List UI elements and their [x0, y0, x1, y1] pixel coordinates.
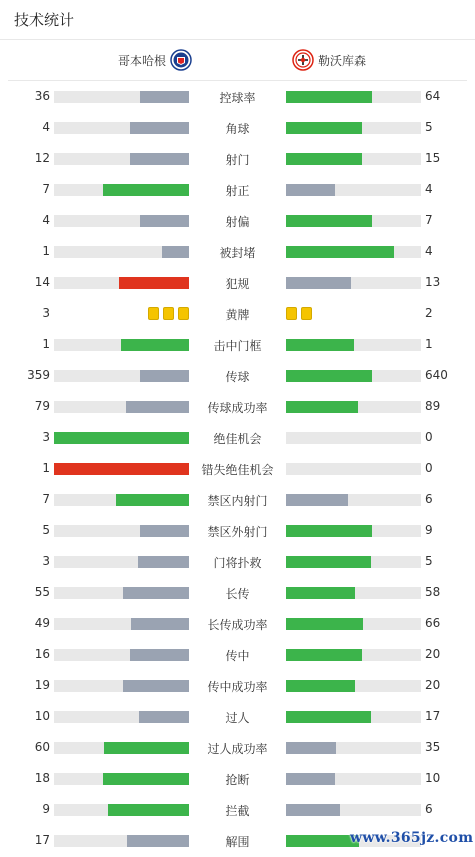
away-stat-bar-track: [286, 370, 421, 382]
away-stat-value: 13: [425, 275, 441, 289]
stat-label: 角球: [225, 122, 250, 136]
home-stat-value: 7: [42, 492, 50, 506]
yellow-card-icon: [286, 307, 297, 320]
home-stat-bar: [123, 587, 189, 599]
stat-label: 射正: [225, 184, 250, 198]
home-stat-bar-track: [54, 370, 189, 382]
stat-label: 传中: [225, 649, 250, 663]
away-stat-bar: [286, 370, 372, 382]
away-stat-bar-track: [286, 804, 421, 816]
stat-label: 长传: [225, 587, 250, 601]
home-stat-value: 4: [42, 120, 50, 134]
home-stat-value: 18: [34, 771, 50, 785]
home-stat-value: 14: [34, 275, 50, 289]
home-stat-bar: [123, 680, 189, 692]
away-stat-value: 66: [425, 616, 441, 630]
away-stat-bar: [286, 153, 362, 165]
away-stat-bar: [286, 773, 335, 785]
home-stat-bar: [140, 91, 189, 103]
away-stat-value: 0: [425, 461, 433, 475]
stat-label: 传球成功率: [207, 401, 268, 415]
away-stat-bar-track: [286, 215, 421, 227]
away-stat-bar: [286, 680, 355, 692]
away-stat-bar: [286, 525, 372, 537]
away-team[interactable]: [292, 49, 370, 71]
home-stat-value: 3: [42, 554, 50, 568]
away-stat-bar: [286, 184, 335, 196]
home-stat-bar-track: [54, 525, 189, 537]
home-stat-bar-track: [54, 246, 189, 258]
stat-row: [0, 205, 475, 236]
home-stat-bar: [130, 649, 189, 661]
home-stat-bar: [130, 153, 189, 165]
stat-label: 过人: [225, 711, 250, 725]
stat-row: [0, 639, 475, 670]
home-stat-value: 9: [42, 802, 50, 816]
home-team-name: 哥本哈根: [118, 53, 167, 68]
away-stat-value: 5: [425, 120, 433, 134]
stat-row: [0, 794, 475, 825]
stat-label: 长传成功率: [207, 618, 268, 632]
stat-label: 传球: [225, 370, 250, 384]
stat-row: [0, 391, 475, 422]
home-stat-value: 7: [42, 182, 50, 196]
home-stat-value: 1: [42, 461, 50, 475]
stat-row: [0, 763, 475, 794]
home-stat-value: 55: [34, 585, 50, 599]
stat-label: 拦截: [225, 804, 250, 818]
stat-row: [0, 577, 475, 608]
home-stat-bar-track: [54, 153, 189, 165]
away-stat-bar: [286, 649, 362, 661]
stat-row: [0, 174, 475, 205]
home-stat-bar: [127, 835, 189, 847]
stat-row: [0, 329, 475, 360]
stat-label: 禁区内射门: [207, 494, 268, 508]
away-stat-value: 7: [425, 213, 433, 227]
away-stat-bar: [286, 711, 371, 723]
home-stat-value: 1: [42, 244, 50, 258]
away-stat-bar: [286, 587, 355, 599]
stat-label: 控球率: [219, 91, 256, 105]
stat-label: 犯规: [225, 277, 250, 291]
stat-label: 绝佳机会: [213, 432, 262, 446]
home-stat-bar-track: [54, 711, 189, 723]
away-stat-value: 9: [425, 523, 433, 537]
home-stat-bar-track: [54, 91, 189, 103]
stat-row: [0, 267, 475, 298]
away-team-name: 勒沃库森: [318, 53, 367, 68]
away-stat-value: 4: [425, 182, 433, 196]
away-stat-value: 2: [425, 306, 433, 320]
yellow-card-icon: [301, 307, 312, 320]
away-stat-bar-track: [286, 525, 421, 537]
home-stat-bar: [103, 773, 189, 785]
home-stat-bar-track: [54, 277, 189, 289]
page-title: 技术统计: [14, 11, 75, 29]
away-stat-bar-track: [286, 680, 421, 692]
stat-label: 射偏: [225, 215, 250, 229]
away-stat-bar-track: [286, 618, 421, 630]
away-stat-value: 20: [425, 678, 441, 692]
home-stat-value: 79: [34, 399, 50, 413]
away-stat-bar-track: [286, 277, 421, 289]
home-stat-value: 19: [34, 678, 50, 692]
stat-row: [0, 608, 475, 639]
away-stat-bar: [286, 277, 351, 289]
away-stat-bar: [286, 122, 362, 134]
home-stat-bar: [121, 339, 189, 351]
stat-row: [0, 484, 475, 515]
away-stat-bar-track: [286, 246, 421, 258]
away-stat-bar: [286, 215, 372, 227]
stat-row: [0, 236, 475, 267]
away-stat-bar: [286, 494, 348, 506]
home-stat-bar: [54, 463, 189, 475]
stat-label: 传中成功率: [207, 680, 268, 694]
away-stat-bar-track: [286, 556, 421, 568]
home-stat-value: 3: [42, 306, 50, 320]
stat-row: [0, 701, 475, 732]
home-stat-bar-track: [54, 649, 189, 661]
away-stat-bar-track: [286, 773, 421, 785]
home-stat-value: 60: [34, 740, 50, 754]
home-stat-bar-track: [54, 215, 189, 227]
stat-label: 被封堵: [219, 246, 256, 260]
away-stat-bar-track: [286, 91, 421, 103]
home-stat-bar: [130, 122, 189, 134]
stat-label: 错失绝佳机会: [201, 463, 274, 477]
home-stat-bar: [119, 277, 189, 289]
away-stat-bar-track: [286, 587, 421, 599]
away-stat-bar: [286, 804, 340, 816]
home-stat-bar: [139, 711, 189, 723]
stat-label: 黄牌: [225, 308, 250, 322]
home-stat-value: 12: [34, 151, 50, 165]
away-stat-bar-track: [286, 432, 421, 444]
away-stat-bar-track: [286, 401, 421, 413]
yellow-card-icon: [148, 307, 159, 320]
away-stat-value: 15: [425, 151, 441, 165]
home-yellow-cards: [148, 307, 189, 320]
away-stat-bar: [286, 246, 394, 258]
away-stat-bar-track: [286, 649, 421, 661]
stat-row: [0, 546, 475, 577]
home-stat-bar-track: [54, 742, 189, 754]
stat-label: 射门: [225, 153, 250, 167]
away-stat-bar: [286, 339, 354, 351]
home-stat-bar: [103, 184, 189, 196]
away-stat-value: 89: [425, 399, 441, 413]
home-stat-bar-track: [54, 494, 189, 506]
away-stat-bar-track: [286, 463, 421, 475]
home-stat-bar: [54, 432, 189, 444]
home-stat-bar: [140, 370, 189, 382]
away-stat-value: 6: [425, 492, 433, 506]
stat-row: [0, 732, 475, 763]
home-stat-bar-track: [54, 122, 189, 134]
away-stat-bar: [286, 742, 336, 754]
stat-label: 禁区外射门: [207, 525, 268, 539]
home-stat-value: 16: [34, 647, 50, 661]
away-stat-bar: [286, 835, 359, 847]
stat-row: [0, 298, 475, 329]
home-stat-bar-track: [54, 432, 189, 444]
home-stat-bar: [162, 246, 189, 258]
away-stat-bar-track: [286, 339, 421, 351]
stat-row: [0, 81, 475, 112]
home-stat-value: 1: [42, 337, 50, 351]
home-stat-bar: [116, 494, 189, 506]
home-stat-value: 359: [27, 368, 50, 382]
home-stat-bar-track: [54, 835, 189, 847]
stat-row: [0, 360, 475, 391]
away-stat-bar-track: [286, 711, 421, 723]
away-stat-value: 0: [425, 430, 433, 444]
home-stat-value: 49: [34, 616, 50, 630]
away-stat-value: 5: [425, 554, 433, 568]
watermark-text: www.365jz.com: [350, 830, 474, 846]
away-stat-bar: [286, 556, 371, 568]
away-stat-bar-track: [286, 153, 421, 165]
away-stat-value: 58: [425, 585, 441, 599]
away-stat-value: 10: [425, 771, 441, 785]
away-stat-value: 4: [425, 244, 433, 258]
home-stat-bar-track: [54, 401, 189, 413]
away-stat-value: 64: [425, 89, 441, 103]
away-stat-value: 35: [425, 740, 441, 754]
home-stat-value: 4: [42, 213, 50, 227]
away-stat-value: 640: [425, 368, 448, 382]
away-team-crest-icon: [292, 49, 314, 71]
home-stat-value: 10: [34, 709, 50, 723]
home-stat-bar: [126, 401, 189, 413]
home-team[interactable]: [114, 49, 192, 71]
team-header: [8, 40, 467, 81]
home-stat-bar-track: [54, 804, 189, 816]
away-stat-bar-track: [286, 184, 421, 196]
away-yellow-cards: [286, 307, 312, 320]
home-stat-bar-track: [54, 184, 189, 196]
stat-row: [0, 422, 475, 453]
home-stat-bar-track: [54, 556, 189, 568]
home-stat-bar-track: [54, 618, 189, 630]
away-stat-bar: [286, 91, 372, 103]
away-stat-bar: [286, 401, 358, 413]
away-stat-bar: [286, 618, 363, 630]
stat-label: 解围: [225, 835, 250, 849]
stat-label: 过人成功率: [207, 742, 268, 756]
stat-label: 击中门框: [213, 339, 262, 353]
home-stat-bar: [131, 618, 189, 630]
section-header: [0, 0, 475, 40]
home-stat-bar-track: [54, 339, 189, 351]
stat-row: [0, 515, 475, 546]
yellow-card-icon: [163, 307, 174, 320]
away-stat-bar-track: [286, 494, 421, 506]
home-stat-bar-track: [54, 773, 189, 785]
stat-label: 抢断: [225, 773, 250, 787]
home-stat-bar: [140, 525, 189, 537]
away-stat-value: 1: [425, 337, 433, 351]
away-stat-value: 20: [425, 647, 441, 661]
home-stat-bar: [138, 556, 189, 568]
away-stat-value: 6: [425, 802, 433, 816]
home-stat-value: 17: [34, 833, 50, 847]
home-stat-bar: [104, 742, 189, 754]
home-team-crest-icon: [170, 49, 192, 71]
home-stat-bar-track: [54, 680, 189, 692]
stat-label: 门将扑救: [213, 556, 262, 570]
away-stat-value: 17: [425, 709, 441, 723]
away-stat-bar-track: [286, 122, 421, 134]
stat-row: [0, 143, 475, 174]
home-stat-value: 5: [42, 523, 50, 537]
home-stat-value: 36: [34, 89, 50, 103]
stat-row: [0, 670, 475, 701]
home-stat-bar: [108, 804, 189, 816]
home-stat-bar-track: [54, 587, 189, 599]
home-stat-bar-track: [54, 463, 189, 475]
home-stat-value: 3: [42, 430, 50, 444]
away-stat-bar-track: [286, 742, 421, 754]
yellow-card-icon: [178, 307, 189, 320]
stat-row: [0, 453, 475, 484]
home-stat-bar: [140, 215, 189, 227]
stat-row: [0, 112, 475, 143]
